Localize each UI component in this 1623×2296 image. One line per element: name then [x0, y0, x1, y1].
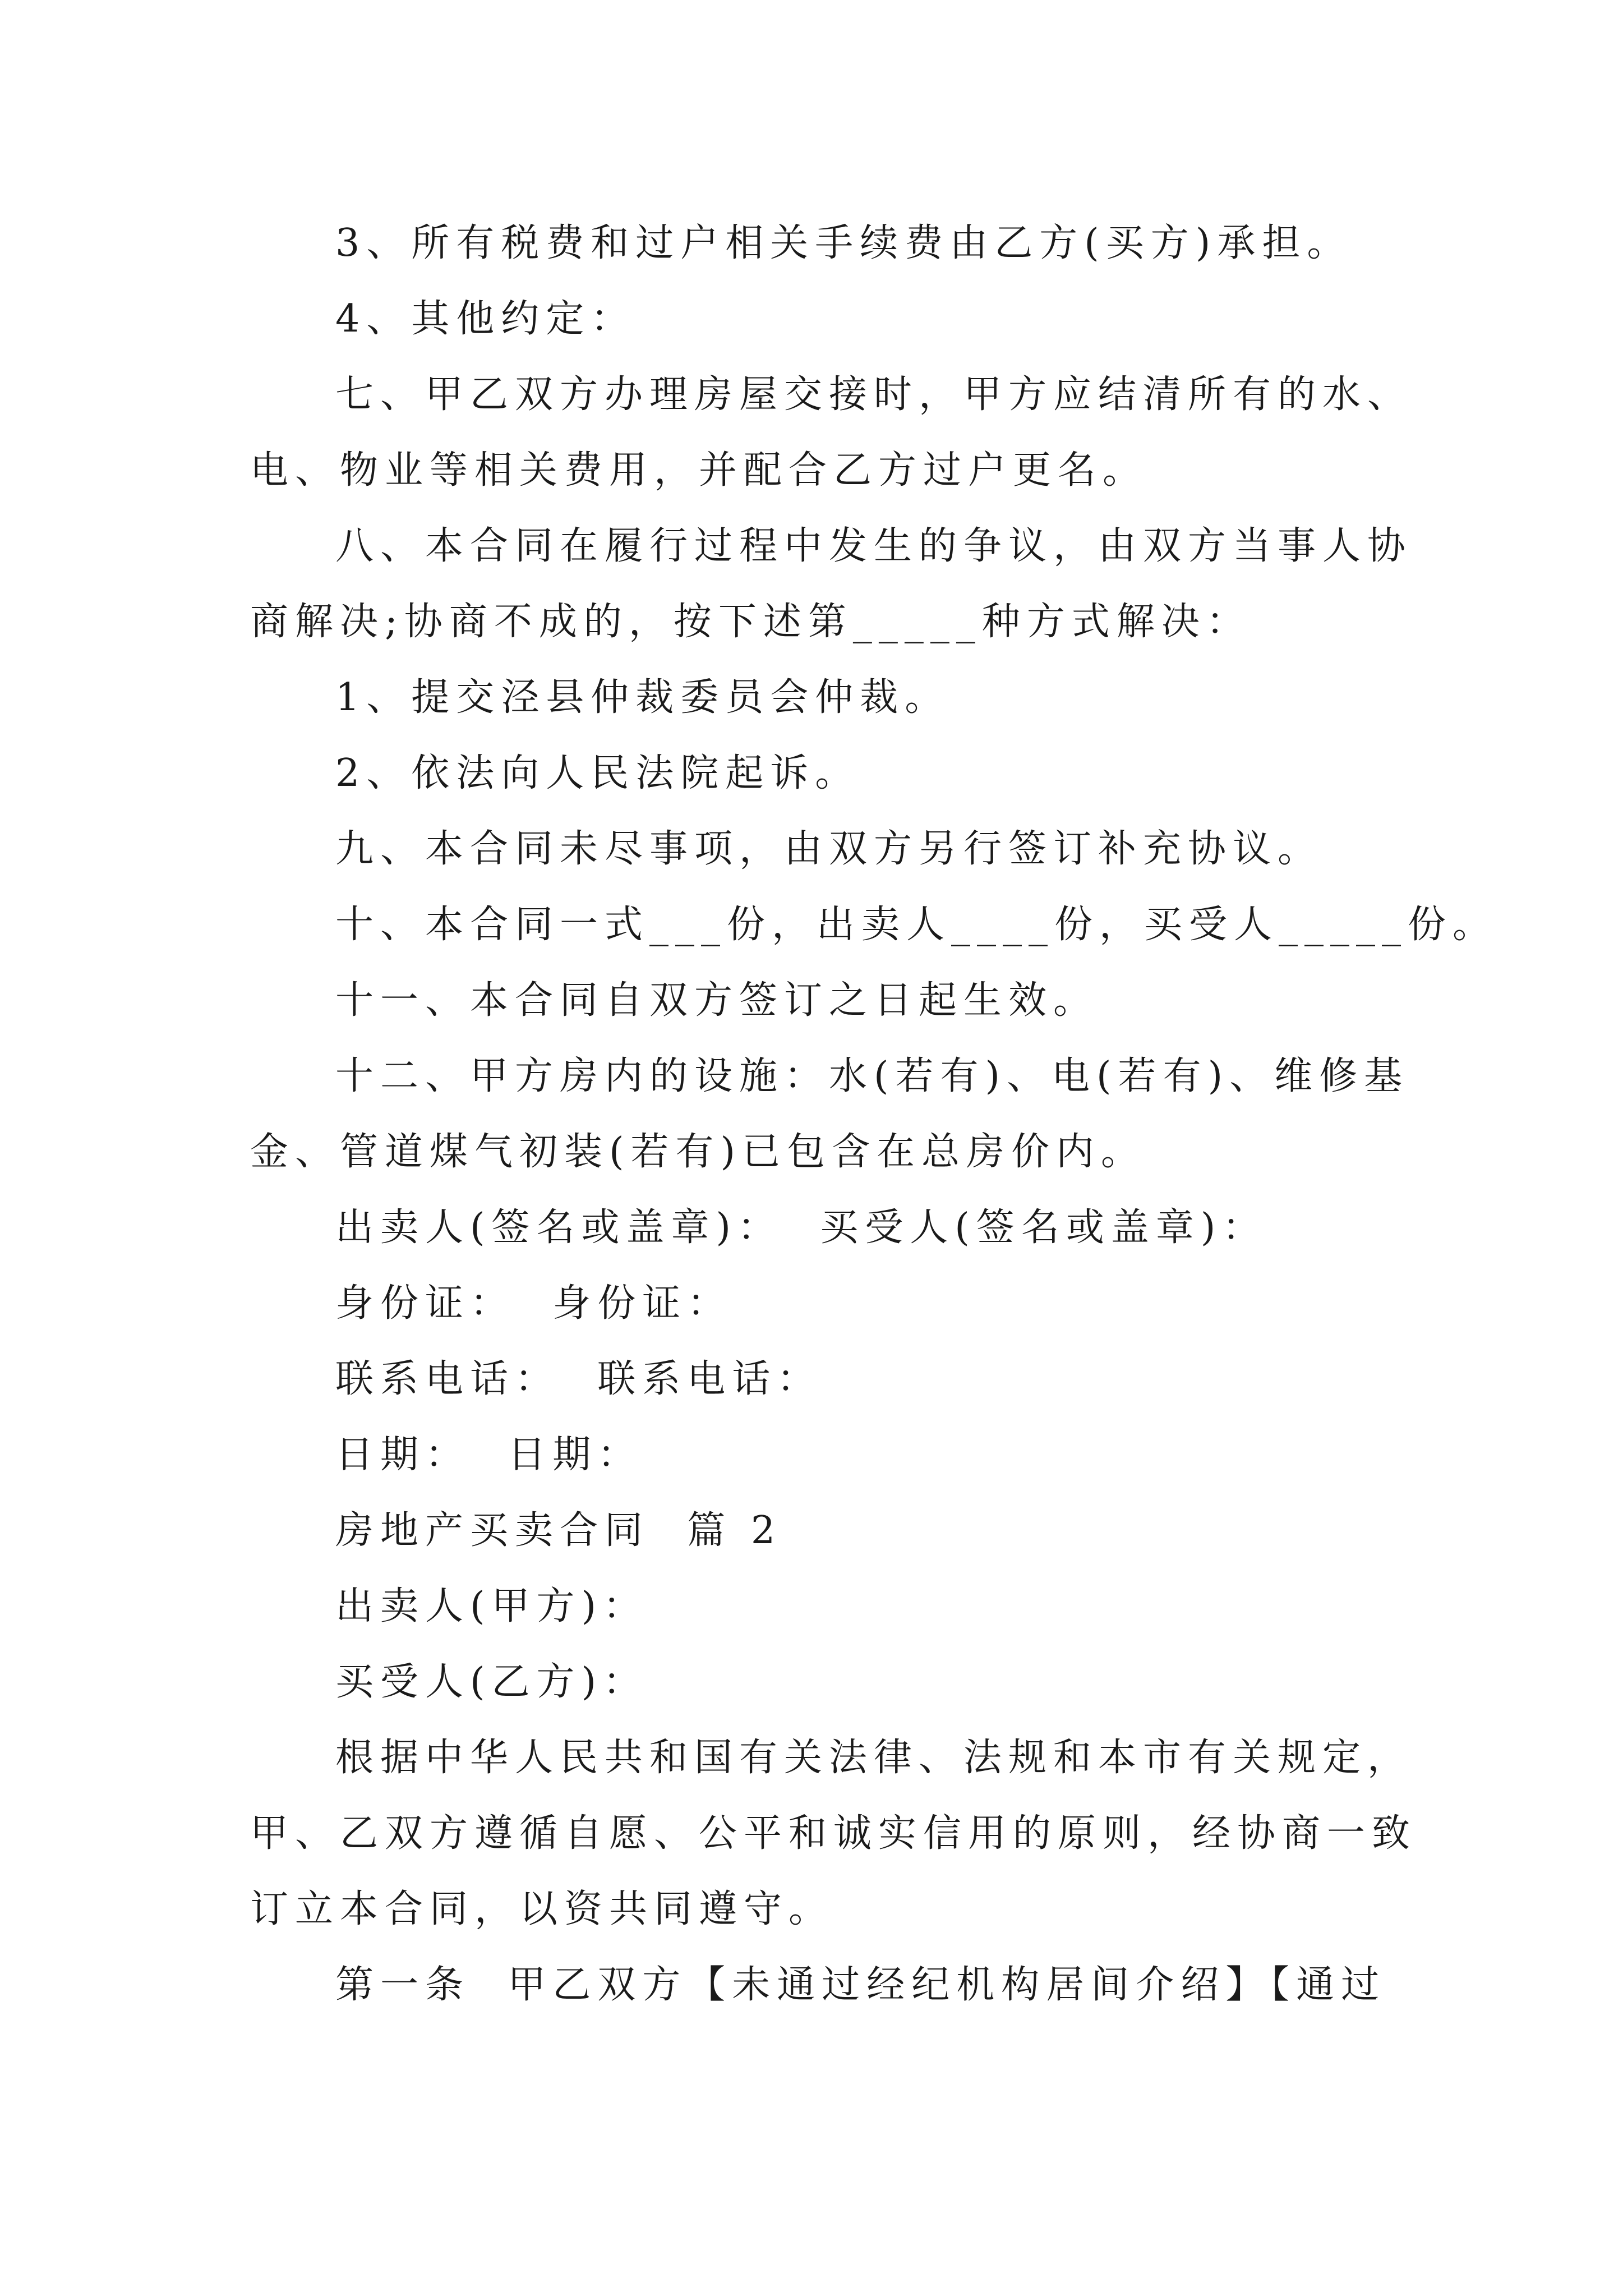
doc-line-seller: 出卖人(甲方)：	[335, 1584, 648, 1628]
doc-line-option-1: 1、提交泾县仲裁委员会仲裁。	[335, 675, 950, 720]
doc-line-preamble: 根据中华人民共和国有关法律、法规和本市有关规定，	[335, 1736, 1413, 1780]
doc-line-id-card: 身份证： 身份证：	[335, 1281, 732, 1326]
doc-line-article-12: 十二、甲方房内的设施：水(若有)、电(若有)、维修基	[335, 1054, 1409, 1098]
doc-line-article-9: 九、本合同未尽事项，由双方另行签订补充协议。	[335, 827, 1323, 871]
doc-line-article-7-cont: 电、物业等相关费用，并配合乙方过户更名。	[250, 448, 1148, 493]
doc-line-date: 日期： 日期：	[335, 1433, 643, 1477]
doc-line-section-title: 房地产买卖合同 篇 2	[335, 1508, 782, 1553]
doc-line-article-7: 七、甲乙双方办理房屋交接时，甲方应结清所有的水、	[335, 372, 1413, 417]
doc-line-article-1: 第一条 甲乙双方【未通过经纪机构居间介绍】【通过	[335, 1963, 1386, 2007]
doc-line-option-2: 2、依法向人民法院起诉。	[335, 751, 860, 795]
doc-line-preamble-cont-2: 订立本合同，以资共同遵守。	[250, 1887, 834, 1931]
doc-line-article-8-cont: 商解决;协商不成的，按下述第_____种方式解决：	[250, 600, 1251, 644]
doc-line-signatures: 出卖人(签名或盖章)： 买受人(签名或盖章)：	[335, 1205, 1267, 1250]
doc-line-article-8: 八、本合同在履行过程中发生的争议，由双方当事人协	[335, 524, 1413, 568]
doc-line-article-10: 十、本合同一式___份，出卖人____份，买受人_____份。	[335, 903, 1498, 947]
doc-line-article-12-cont: 金、管道煤气初装(若有)已包含在总房价内。	[250, 1130, 1146, 1174]
doc-line-buyer: 买受人(乙方)：	[335, 1660, 648, 1704]
doc-line-article-11: 十一、本合同自双方签订之日起生效。	[335, 978, 1099, 1023]
doc-line-preamble-cont-1: 甲、乙双方遵循自愿、公平和诚实信用的原则，经协商一致	[250, 1811, 1417, 1856]
doc-line-clause-4: 4、其他约定：	[335, 297, 636, 341]
doc-line-clause-3: 3、所有税费和过户相关手续费由乙方(买方)承担。	[335, 221, 1352, 265]
doc-line-phone: 联系电话： 联系电话：	[335, 1357, 822, 1401]
